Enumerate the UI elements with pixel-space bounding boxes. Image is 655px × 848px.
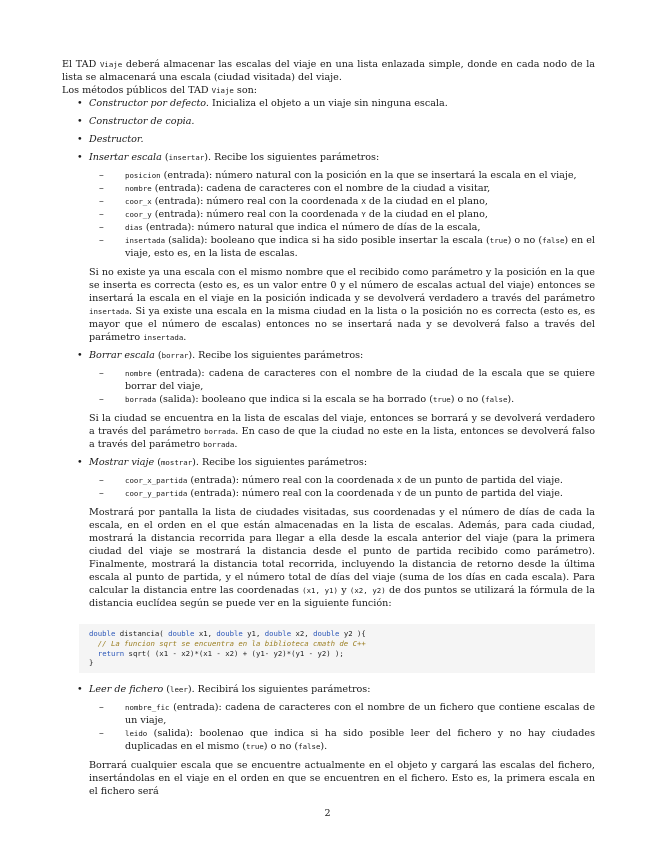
dash-icon: –: [99, 475, 104, 486]
method-item-constructor-copy: [62, 115, 595, 128]
explanation-text: .: [234, 439, 238, 450]
param-list: [89, 367, 595, 406]
param-text: (salida): booleano que indica si la escala se ha borrado (: [156, 394, 433, 405]
methods-intro-text: son:: [233, 85, 258, 96]
param-item: [89, 169, 595, 182]
dash-icon: –: [99, 728, 104, 740]
bullet-icon: •: [77, 684, 83, 696]
dash-icon: –: [99, 368, 104, 379]
methods-list: [62, 97, 595, 798]
param-text: ) o no (: [450, 394, 486, 405]
param-code: true: [432, 395, 451, 404]
explanation-text: Mostrará por pantalla la lista de ciudades visitadas, sus coordenadas y el número de días de cada la escala, en el orden en el que están almacenadas en la lista de escalas. Además, para cada ciudad, mostrará la distancia recorrida para llegar a ella desde la escala anterior del viaje (para la primera ciudad del viaje se mostrará la distancia desde el punto de partida recibido como parámetro). Finalmente, mostrará la distancia total recorrida, incluyendo la distancia de retorno desde la última escala al punto de partida, y el número total de días del viaje (suma de los días en cada escala). Para calcular la distancia entre las coordenadas: [89, 507, 595, 596]
code-text: }: [89, 658, 94, 668]
code-text: distancia(: [115, 629, 169, 638]
param-text: ) o no (: [263, 741, 299, 753]
param-code: false: [298, 742, 321, 752]
param-code: nombre: [125, 184, 152, 193]
intro-paragraph: [62, 58, 595, 84]
methods-intro-text: Los métodos públicos del TAD: [62, 85, 212, 96]
bullet-icon: •: [77, 134, 83, 145]
method-name: Borrar escala: [89, 350, 155, 361]
param-text: (entrada): cadena de caracteres con el nombre de la ciudad a visitar,: [151, 183, 491, 194]
param-text: (entrada): número real con la coordenada: [187, 488, 397, 499]
method-text: (: [163, 684, 171, 696]
explanation-code: insertada: [89, 307, 130, 316]
methods-intro-paragraph: [62, 84, 595, 97]
dash-icon: –: [99, 222, 104, 233]
param-item: [89, 182, 595, 195]
method-name: Insertar escala: [89, 152, 162, 163]
method-name: Destructor.: [89, 134, 144, 145]
method-item-borrar: [62, 349, 595, 451]
explanation-text: . En caso de que la ciudad no este en la lista, entonces se devolverá falso a través del parámetro: [89, 426, 595, 450]
param-item: [89, 474, 595, 487]
code-keyword: double: [313, 629, 340, 638]
param-code: X: [397, 476, 402, 485]
param-code: posicion: [125, 171, 161, 180]
method-text: (: [161, 152, 169, 163]
intro-code: Viaje: [99, 60, 123, 69]
code-text: y2 ){: [339, 629, 366, 638]
dash-icon: –: [99, 702, 104, 714]
explanation-text: Si la ciudad se encuentra en la lista de escalas del viaje, entonces se borrará y se devolverá verdadero a través del parámetro: [89, 413, 595, 437]
param-code: coor_x: [125, 197, 152, 206]
param-item: [89, 234, 595, 260]
code-block: [79, 624, 595, 673]
method-text: ). Recibe los siguientes parámetros:: [204, 152, 380, 163]
code-text: sqrt( (x1 - x2)*(x1 - x2) + (y1- y2)*(y1 - y2) );: [124, 648, 344, 658]
explanation-text: de dos puntos se utilizará la fórmula de la distancia euclídea según se puede ver en la siguiente función:: [89, 585, 596, 609]
method-code: mostrar: [160, 458, 193, 467]
param-text: ).: [507, 394, 515, 405]
param-text: ).: [320, 741, 328, 753]
method-item-destructor: [62, 133, 595, 146]
explanation-text: . Si ya existe una escala en la misma ciudad en la lista o la posición no es correcta (esto es, es mayor que el número de escalas) entonces no se insertará nada y se devolverá falso a través del parámetro: [89, 306, 595, 343]
method-code: insertar: [168, 153, 205, 162]
code-keyword: double: [216, 629, 243, 638]
method-explanation: [89, 412, 595, 451]
param-item: [89, 208, 595, 221]
dash-icon: –: [99, 209, 104, 220]
method-item-constructor-default: [62, 97, 595, 110]
explanation-code: borrada: [203, 440, 235, 449]
param-item: [89, 367, 595, 393]
method-description: Inicializa el objeto a un viaje sin ninguna escala.: [208, 98, 448, 109]
param-code: false: [485, 395, 508, 404]
param-text: (entrada): número natural que indica el número de días de la escala,: [142, 222, 481, 233]
method-text: ). Recibe los siguientes parámetros:: [192, 457, 368, 468]
method-name: Constructor por defecto.: [89, 98, 209, 109]
param-text: ) en el viaje, esto es, en la lista de escalas.: [125, 235, 595, 259]
explanation-code: (x1, y1): [302, 586, 338, 595]
param-text: (entrada): cadena de caracteres con el nombre de la ciudad de la escala que se quiere borrar del viaje,: [125, 368, 595, 392]
method-name: Leer de fichero: [89, 684, 164, 696]
method-code: leer: [170, 685, 188, 695]
param-code: nombre: [125, 369, 152, 378]
dash-icon: –: [99, 196, 104, 207]
dash-icon: –: [99, 394, 104, 405]
bullet-icon: •: [77, 116, 83, 127]
explanation-text: y: [337, 585, 350, 596]
param-code: true: [245, 742, 264, 752]
param-item: [89, 487, 595, 500]
param-text: (salida): booleano que indica si ha sido posible insertar la escala (: [165, 235, 490, 246]
document-page: [62, 58, 595, 803]
method-item-mostrar: [62, 456, 595, 673]
param-code: Y: [397, 489, 402, 498]
code-keyword: return: [97, 648, 125, 658]
param-list: [89, 474, 595, 500]
bullet-icon: •: [77, 152, 83, 163]
method-explanation: [89, 759, 595, 798]
method-text: (: [154, 457, 161, 468]
param-item: [89, 393, 595, 406]
method-explanation: [89, 506, 595, 610]
param-code: false: [542, 236, 565, 245]
param-code: insertada: [125, 236, 166, 245]
param-item: [89, 701, 595, 727]
param-item: [89, 195, 595, 208]
dash-icon: –: [99, 235, 104, 246]
method-explanation: [89, 266, 595, 344]
bullet-icon: •: [77, 457, 83, 468]
dash-icon: –: [99, 183, 104, 194]
bullet-icon: •: [77, 98, 83, 109]
param-list: [89, 701, 595, 753]
param-code: leido: [125, 729, 148, 739]
param-code: X: [361, 197, 366, 206]
param-item: [89, 727, 595, 753]
param-code: dias: [125, 223, 143, 232]
explanation-code: (x2, y2): [349, 586, 386, 595]
param-item: [89, 221, 595, 234]
param-text: (salida): boolenao que indica si ha sido posible leer del fichero y no hay ciudades duplicadas en el mismo (: [125, 728, 595, 753]
param-text: ) o no (: [507, 235, 543, 246]
code-keyword: double: [168, 629, 195, 638]
param-text: (entrada): número real con la coordenada: [151, 196, 362, 207]
code-comment: // La funcion sqrt se encuentra en la biblioteca cmath de C++: [89, 638, 366, 648]
explanation-text: Borrará cualquier escala que se encuentre actualmente en el objeto y cargará las escalas del fichero, insertándolas en el viaje en el orden en que se encuentren en el fichero. Esto es, la primera escala en el fichero será: [89, 760, 595, 798]
code-indent: [89, 649, 98, 658]
intro-text: El TAD: [62, 59, 100, 70]
method-item-leer: [62, 683, 595, 798]
param-code: Y: [361, 210, 366, 219]
code-text: x2,: [291, 629, 314, 638]
param-code: coor_x_partida: [125, 476, 188, 485]
methods-intro-code: Viaje: [211, 86, 234, 95]
page-number: 2: [324, 808, 331, 819]
param-code: borrada: [125, 395, 157, 404]
dash-icon: –: [99, 170, 104, 181]
param-text: (entrada): cadena de caracteres con el nombre de un fichero que contiene escalas de un viaje,: [125, 702, 595, 727]
param-code: coor_y: [125, 210, 152, 219]
method-name: Mostrar viaje: [89, 457, 155, 468]
explanation-code: insertada: [143, 333, 184, 342]
param-text: de un punto de partida del viaje.: [401, 488, 563, 499]
param-text: de un punto de partida del viaje.: [401, 475, 563, 486]
param-text: (entrada): número real con la coordenada: [151, 209, 362, 220]
method-name: Constructor de copia.: [89, 116, 195, 127]
explanation-text: .: [183, 332, 187, 343]
method-item-insertar: [62, 151, 595, 344]
param-text: (entrada): número real con la coordenada: [187, 475, 397, 486]
param-text: de la ciudad en el plano,: [365, 196, 488, 207]
code-keyword: double: [89, 629, 116, 638]
dash-icon: –: [99, 488, 104, 499]
param-list: [89, 169, 595, 260]
method-code: borrar: [161, 351, 189, 360]
code-text: x1,: [194, 629, 217, 638]
explanation-code: borrada: [204, 427, 236, 436]
method-text: ). Recibirá los siguientes parámetros:: [187, 684, 371, 696]
method-text: (: [154, 350, 162, 361]
intro-text: deberá almacenar las escalas del viaje en una lista enlazada simple, donde en cada nodo de la lista se almacenará una escala (ciudad visitada) del viaje.: [62, 59, 595, 83]
param-code: true: [489, 236, 508, 245]
method-text: ). Recibe los siguientes parámetros:: [188, 350, 364, 361]
param-code: nombre_fic: [125, 703, 170, 713]
explanation-text: Si no existe ya una escala con el mismo nombre que el recibido como parámetro y la posición en la que se inserta es correcta (esto es, es un valor entre 0 y el número de escalas actual del viaje) entonces se insertará la escala en el viaje en la posición indicada y se devolverá verdadero a través del parámetro: [89, 267, 595, 304]
param-text: de la ciudad en el plano,: [365, 209, 488, 220]
code-keyword: double: [264, 629, 292, 638]
bullet-icon: •: [77, 350, 83, 361]
param-text: (entrada): número natural con la posición en la que se insertará la escala en el viaje,: [160, 170, 577, 181]
param-code: coor_y_partida: [125, 489, 188, 498]
code-text: y1,: [242, 629, 265, 638]
